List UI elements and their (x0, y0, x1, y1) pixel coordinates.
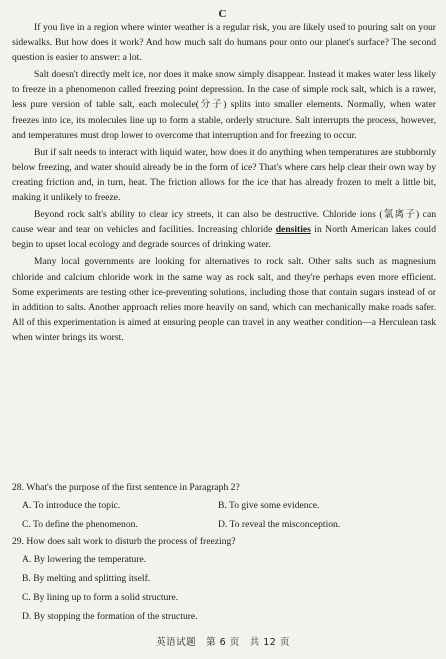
paragraph-3: But if salt needs to interact with liquid water, how does it do anything when temperatures are stubbornly below freezing, and water should already be in the form of ice? That's where cars help clear their own way by creating friction and, in turn, heat. The friction allows for the ice that has already frozen to melt a little bit, making it unlikely to freeze. (12, 146, 436, 204)
question-28-option-d: D. To reveal the misconception. (218, 519, 341, 530)
question-29-option-a: A. By lowering the temperature. (22, 554, 147, 565)
page-footer: 英语试题 第 6 页 共 12 页 (156, 637, 290, 648)
question-block (12, 480, 436, 626)
question-28-row-1 (12, 496, 436, 515)
paragraph-4 (12, 207, 436, 252)
paragraph-2: Salt doesn't directly melt ice, nor does it make snow simply disappear. Instead it makes water less likely to freeze in a phenomenon called freezing point depression. In the case of simple rock salt, which is a rawer, less pure version of table salt, each molecule(分子) splits into smaller elements. Normally, when water freezes into ice, its molecules line up to form a stable, orderly structure. Salt interrupts the process, however, and temperatures must drop lower to overcome that interruption and for freezing to occur. (12, 69, 436, 141)
reading-passage (12, 20, 436, 347)
paragraph-5: Many local governments are looking for alternatives to rock salt. Other salts such as magnesium chloride and calcium chloride work in the same way as rock salt, and they're perhaps even more efficient. Some experiments are testing other ice-preventing solutions, including those that contain sugars instead of or in addition to salts. Another approach relies more heavily on sand, which can mechanically make roads safer. All of this experimentation is aimed at ensuring people can travel in any weather condition—a Herculean task when winter brings its worst. (12, 256, 436, 343)
question-28-option-b: B. To give some evidence. (218, 500, 320, 511)
question-28-option-a: A. To introduce the topic. (22, 500, 121, 511)
underlined-word: densities (275, 224, 311, 236)
question-29-stem: 29. How does salt work to disturb the process of freezing? (12, 536, 236, 547)
paragraph-4-text-b: in North American lakes could begin to upset local ecology and degrade sources of drinking water. (12, 224, 436, 251)
question-29-option-c: C. By lining up to form a solid structure. (22, 592, 179, 603)
question-29-option-d: D. By stopping the formation of the structure. (22, 611, 198, 622)
section-heading: C (218, 8, 228, 20)
question-28-stem: 28. What's the purpose of the first sentence in Paragraph 2? (12, 482, 240, 493)
paragraph-4-text-a: Beyond rock salt's ability to clear icy streets, it can also be destructive. Chloride ions (氯离子) can cause wear and tear on vehicles and facilities. Increasing chloride (12, 209, 436, 236)
question-28-row-2 (12, 515, 436, 534)
paragraph-1: If you live in a region where winter weather is a regular risk, you are likely used to pouring salt on your sidewalks. But how does it work? And how much salt do humans pour onto our planet's surface? The second question is easier to answer: a lot. (12, 22, 436, 64)
question-28-option-c: C. To define the phenomenon. (22, 519, 138, 530)
question-29-option-b: B. By melting and splitting itself. (22, 573, 151, 584)
